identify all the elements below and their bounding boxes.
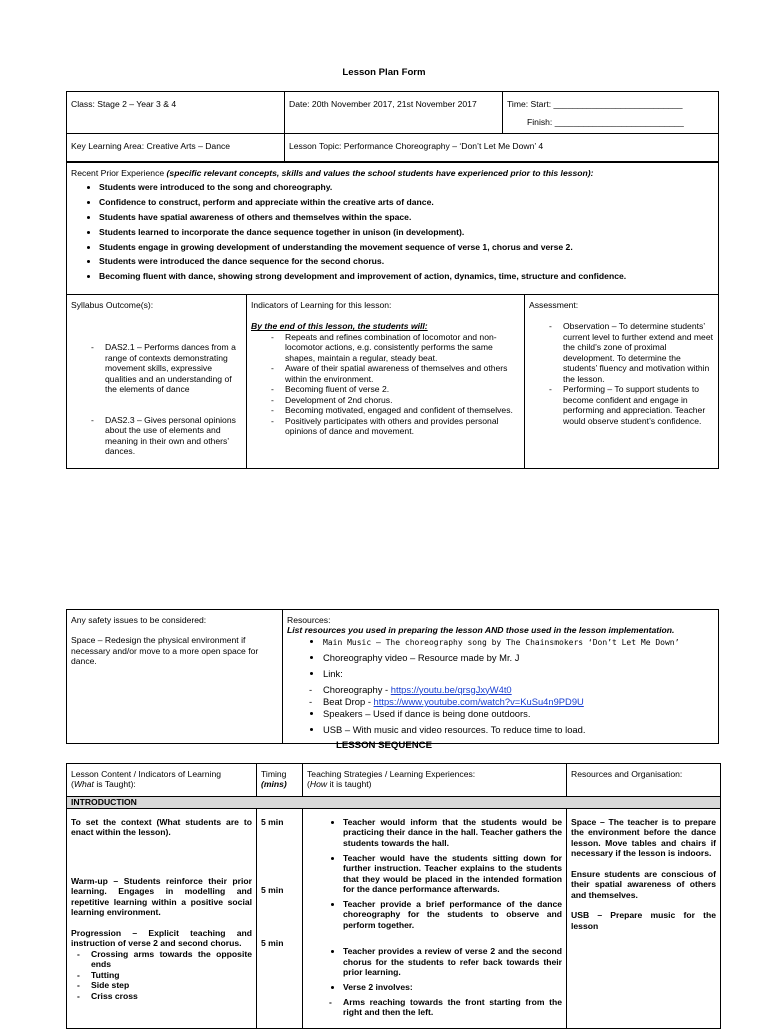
safety-text: Space – Redesign the physical environment if necessary and/or move to a more open space for dance. bbox=[71, 635, 259, 667]
col-header-timing: Timing (mins) bbox=[261, 769, 287, 790]
progression-item: - Crossing arms towards the opposite ends bbox=[91, 949, 252, 970]
resource-link-label: • Link: bbox=[323, 668, 714, 679]
prior-experience-item: • Students were introduced to the song and choreography. bbox=[99, 182, 714, 192]
assessment-list bbox=[529, 321, 714, 426]
assessment-item: - Performing – To support students to become confident and engage in performing and appreciation. Teacher would observe student’s confidence. bbox=[563, 384, 714, 426]
prior-experience-item: • Students have spatial awareness of others and themselves within the space. bbox=[99, 212, 714, 222]
time-start-field: Time: Start: ___________________________ bbox=[507, 99, 683, 109]
sequence-table bbox=[66, 763, 721, 1029]
resource-usb: • USB – With music and video resources. To reduce time to load. bbox=[323, 724, 714, 735]
topic-field: Lesson Topic: Performance Choreography – ‘Don’t Let Me Down’ 4 bbox=[289, 141, 544, 151]
header-table bbox=[66, 91, 719, 162]
col-header-resources: Resources and Organisation: bbox=[571, 769, 683, 779]
prior-outcomes-table bbox=[66, 162, 719, 469]
resources-note: List resources you used in preparing the lesson AND those used in the lesson implementation. bbox=[287, 625, 675, 636]
syllabus-item: - DAS2.3 – Gives personal opinions about the use of elements and meaning in their own and others’ dances. bbox=[105, 415, 242, 457]
col-header-strategies: Teaching Strategies / Learning Experiences: (How it is taught) bbox=[307, 769, 476, 790]
resources-label: Resources: bbox=[287, 615, 331, 625]
timing-2: 5 min bbox=[261, 885, 284, 896]
resource-music: • Main Music – The choreography song by The Chainsmokers ‘Don’t Let Me Down’ bbox=[323, 636, 714, 648]
prior-experience-list bbox=[71, 182, 714, 281]
prior-experience-item: • Students learned to incorporate the dance sequence together in unison (in development). bbox=[99, 227, 714, 237]
indicator-item: - Repeats and refines combination of locomotor and non-locomotor actions, e.g. consistently performs the same shapes, maintain a regular, steady beat. bbox=[285, 332, 520, 363]
form-title: Lesson Plan Form bbox=[342, 67, 426, 78]
warmup-text: Warm-up – Students reinforce their prior learning. Engages in modelling and repetitive learning within a positive social learning environment. bbox=[71, 875, 252, 918]
prior-experience-item: • Confidence to construct, perform and appreciate within the creative arts of dance. bbox=[99, 197, 714, 207]
indicator-item: - Becoming motivated, engaged and confident of themselves. bbox=[285, 405, 520, 415]
indicator-item: - Aware of their spatial awareness of themselves and others within the environment. bbox=[285, 363, 520, 384]
safety-resources-table bbox=[66, 609, 719, 744]
prior-experience-item: • Students engage in growing development of understanding the movement sequence of verse 1, chorus and verse 2. bbox=[99, 242, 714, 252]
col-header-content: Lesson Content / Indicators of Learning (What is Taught): bbox=[71, 769, 222, 790]
beat-drop-link[interactable]: https://www.youtube.com/watch?v=KuSu4n9PD9U bbox=[373, 696, 584, 708]
indicator-item: - Development of 2nd chorus. bbox=[285, 395, 520, 405]
strategies-list-1 bbox=[307, 817, 562, 930]
choreo-link[interactable]: https://youtu.be/qrsgJxyW4t0 bbox=[390, 683, 512, 695]
timing-3: 5 min bbox=[261, 937, 284, 948]
indicators-heading: By the end of this lesson, the students will: bbox=[251, 321, 428, 332]
syllabus-label: Syllabus Outcome(s): bbox=[71, 300, 154, 310]
assessment-label: Assessment: bbox=[529, 300, 579, 310]
assessment-item: - Observation – To determine students’ current level to further extend and meet the child’s zone of proximal development. To determine the students’ fluency and motivation within the lesson. bbox=[563, 321, 714, 384]
progression-item: - Tutting bbox=[91, 970, 252, 980]
syllabus-list bbox=[71, 342, 242, 456]
sequence-title: LESSON SEQUENCE bbox=[336, 740, 432, 751]
strategy-item: • Teacher would inform that the students would be practicing their dance in the hall. Teacher gathers the students towards the hall. bbox=[343, 817, 562, 848]
time-finish-field: Finish: ___________________________ bbox=[527, 117, 684, 128]
indicators-list bbox=[251, 332, 520, 437]
strategy-item: • Teacher provides a review of verse 2 and the second chorus for the students to refer back towards their prior learning. bbox=[343, 946, 562, 977]
indicators-label: Indicators of Learning for this lesson: bbox=[251, 300, 392, 310]
progression-item: - Side step bbox=[91, 980, 252, 990]
indicator-item: - Positively participates with others and provides personal opinions of dance and movement. bbox=[285, 416, 520, 437]
syllabus-item: - DAS2.1 – Performs dances from a range of contexts demonstrating movement skills, expressive qualities and an understanding of the elements of dance bbox=[105, 342, 242, 394]
context-text: To set the context (What students are to enact within the lesson). bbox=[71, 817, 252, 838]
progression-list bbox=[71, 949, 252, 1001]
resource-beat: - Beat Drop - https://www.youtube.com/watch?v=KuSu4n9PD9U bbox=[323, 696, 714, 707]
strategy-item: • Teacher provide a brief performance of the dance choreography for the students to observe and perform together. bbox=[343, 899, 562, 930]
resources-list bbox=[287, 636, 714, 679]
strategy-item: • Verse 2 involves: bbox=[343, 982, 562, 992]
class-field: Class: Stage 2 – Year 3 & 4 bbox=[71, 99, 177, 109]
prior-experience-item: • Students were introduced the dance sequence for the second chorus. bbox=[99, 256, 714, 266]
safety-label: Any safety issues to be considered: bbox=[71, 615, 207, 625]
indicator-item: - Becoming fluent of verse 2. bbox=[285, 384, 520, 394]
strategy-item: • Teacher would have the students sitting down for further instruction. Teacher explains to the students that they would be placed in the intended formation for the dance performance afterwards. bbox=[343, 853, 562, 895]
strategy-dash-item: - Arms reaching towards the front starting from the right and then the left. bbox=[343, 997, 562, 1018]
intro-section-label: INTRODUCTION bbox=[71, 797, 137, 807]
progression-text: Progression – Explicit teaching and instruction of verse 2 and second chorus. bbox=[71, 927, 252, 949]
resource-choreo: - Choreography - https://youtu.be/qrsgJxyW4t0 bbox=[323, 684, 714, 695]
prior-experience-item: • Becoming fluent with dance, showing strong development and improvement of action, dynamics, time, structure and confidence. bbox=[99, 271, 714, 281]
date-field: Date: 20th November 2017, 21st November 2017 bbox=[289, 99, 477, 109]
resource-video: • Choreography video – Resource made by Mr. J bbox=[323, 652, 714, 663]
progression-item: - Criss cross bbox=[91, 991, 252, 1001]
resources-org-2: Ensure students are conscious of their spatial awareness of others and themselves. bbox=[571, 868, 716, 900]
strategies-list-2 bbox=[307, 946, 562, 992]
resources-org-3: USB – Prepare music for the lesson bbox=[571, 910, 716, 931]
resource-links bbox=[287, 684, 714, 708]
strategies-dash-list bbox=[307, 997, 562, 1018]
kla-field: Key Learning Area: Creative Arts – Dance bbox=[71, 141, 231, 151]
prior-experience-heading: Recent Prior Experience (specific relevant concepts, skills and values the school students have experienced prior to this lesson): bbox=[71, 168, 594, 178]
timing-1: 5 min bbox=[261, 817, 284, 827]
resource-speakers: • Speakers – Used if dance is being done outdoors. bbox=[323, 708, 714, 719]
resources-list-2 bbox=[287, 708, 714, 735]
resources-org-1: Space – The teacher is to prepare the environment before the dance lesson. Move tables and chairs if necessary if the lesson is indoors. bbox=[571, 817, 716, 859]
